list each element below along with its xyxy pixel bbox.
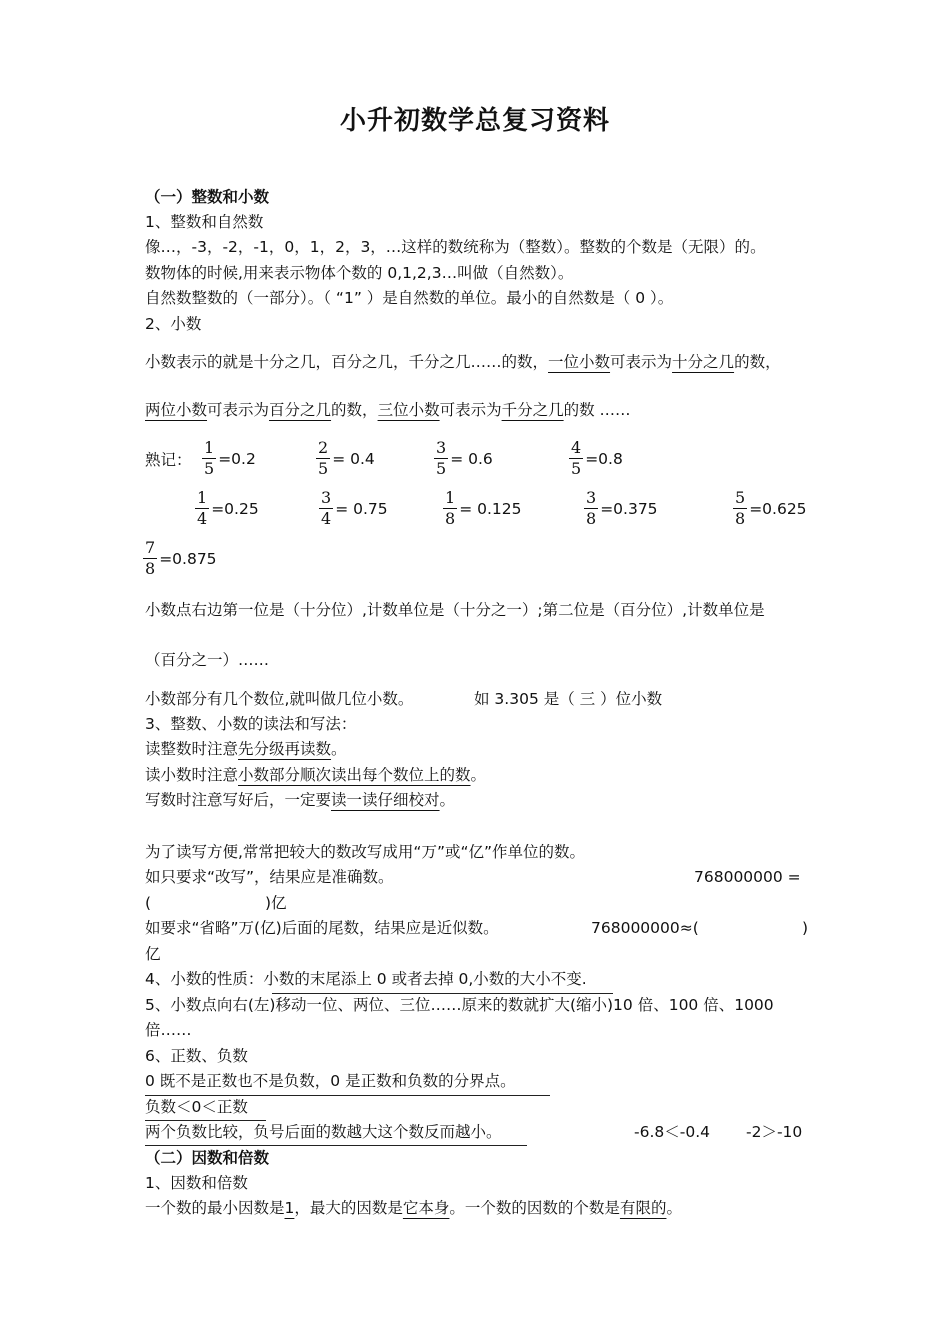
text-span: 的数， [331,401,378,419]
section-heading-1: （一）整数和小数 [145,188,270,206]
text-span: 可表示为 [439,401,502,419]
fraction-value: = 0.75 [335,499,388,518]
fraction-value: = 0.6 [450,449,493,468]
text-line: 小数部分有几个数位,就叫做几位小数。 [145,690,414,708]
underlined-term: 百分之几 [269,401,332,419]
text-span: 读小数时注意 [145,766,239,784]
fraction [733,488,747,529]
numerator: 1 [204,438,215,457]
underlined-term: 读一读仔细校对 [331,791,440,809]
denominator: 4 [321,509,332,528]
approx-example: 768000000≈( [591,919,699,937]
fraction-value: =0.25 [211,499,259,518]
zero-rule: 0 既不是正数也不是负数，0 是正数和负数的分界点。 [145,1072,516,1090]
subheading-positive-negative: 6、正数、负数 [145,1047,248,1065]
factor-line [145,1197,682,1219]
fraction-value: =0.875 [159,549,217,568]
underlined-term: 有限的 [619,1199,667,1217]
fraction-value: =0.8 [585,449,623,468]
text-line: 5、小数点向右(左)移动一位、两位、三位……原来的数就扩大(缩小)10 倍、100 倍、1000 [145,996,774,1014]
fraction-item [202,438,256,479]
fraction [443,488,457,529]
numerator: 1 [445,488,456,507]
fraction [143,538,157,579]
numerator: 2 [318,438,329,457]
unit-yi: 亿 [145,945,161,963]
fraction [434,438,448,479]
underlined-term: 先分级再读数 [238,740,332,758]
denominator: 5 [436,459,447,478]
fraction-item [569,438,623,479]
reading-rule-1 [145,738,347,760]
text-line: 自然数整数的（一部分）。（ “1” ）是自然数的单位。最小的自然数是（ 0 ）。 [145,289,674,307]
subheading-reading-writing: 3、整数、小数的读法和写法： [145,715,357,733]
fraction-item [195,488,259,529]
text-span: 。 [666,1199,682,1217]
decimal-property: 小数的末尾添上 0 或者去掉 0,小数的大小不变. [263,970,587,988]
denominator: 8 [145,559,156,578]
numerator: 7 [145,538,156,557]
sign-order: 负数＜0＜正数 [145,1098,248,1116]
numerator: 3 [321,488,332,507]
blank-close-unit: )亿 [265,894,287,912]
text-span: 的数， [734,353,781,371]
fraction [584,488,598,529]
text-line: （百分之一）…… [145,651,270,669]
fraction [202,438,216,479]
fraction-item [316,438,375,479]
denominator: 4 [197,509,208,528]
text-line: 如只要求“改写”，结果应是准确数。 [145,868,394,886]
fraction-value: =0.375 [600,499,658,518]
underline-rule [145,1145,527,1146]
fraction-value: = 0.4 [332,449,375,468]
fraction-item [443,488,521,529]
text-line: 如要求“省略”万(亿)后面的尾数，结果应是近似数。 [145,919,499,937]
fraction [195,488,209,529]
text-line: 小数点右边第一位是（十分位）,计数单位是（十分之一）;第二位是（百分位）,计数单位是 [145,601,765,619]
text-span: 小数表示的就是十分之几，百分之几，千分之几……的数， [145,353,549,371]
text-span: ，最大的因数是 [294,1199,403,1217]
denominator: 8 [586,509,597,528]
denominator: 5 [318,459,329,478]
denominator: 8 [735,509,746,528]
blank-close-paren: ) [802,919,809,937]
fraction-item [584,488,658,529]
text-span: 写数时注意写好后，一定要 [145,791,332,809]
text-span: 读整数时注意 [145,740,239,758]
fraction-value: =0.625 [749,499,807,518]
page-title: 小升初数学总复习资料 [339,106,610,136]
underlined-term: 十分之几 [672,353,735,371]
text-line: 数物体的时候,用来表示物体个数的 0,1,2,3…叫做（自然数）。 [145,264,574,282]
compare-example-2: -2＞-10 [746,1123,803,1141]
fraction-item [143,538,217,579]
denominator: 8 [445,509,456,528]
fraction [569,438,583,479]
text-span: 。 [470,766,487,784]
memorize-label: 熟记： [145,451,192,469]
text-span: 。 [439,791,456,809]
fraction-item [434,438,493,479]
numerator: 3 [436,438,447,457]
rewrite-example: 768000000 = [694,868,801,886]
writing-rule [145,789,455,811]
text-span: 。一个数的因数的个数是 [449,1199,620,1217]
subheading-factors: 1、因数和倍数 [145,1174,248,1192]
fraction-item [733,488,807,529]
denominator: 5 [204,459,215,478]
underlined-term: 一位小数 [548,353,611,371]
fraction [316,438,330,479]
numerator: 3 [586,488,597,507]
text-span: 的数 …… [563,401,631,419]
section-heading-2: （二）因数和倍数 [145,1149,270,1167]
numerator: 4 [571,438,582,457]
underlined-term: 三位小数 [377,401,440,419]
denominator: 5 [571,459,582,478]
decimal-definition-line [145,351,781,373]
text-span: 可表示为 [207,401,270,419]
fraction-value: = 0.125 [459,499,522,518]
decimal-property-line [145,968,587,990]
text-span: 一个数的最小因数是 [145,1199,285,1217]
text-line: 倍…… [145,1021,192,1039]
compare-example-1: -6.8＜-0.4 [634,1123,710,1141]
numerator: 5 [735,488,746,507]
reading-rule-2 [145,764,486,786]
text-span: 。 [331,740,347,758]
text-span: 可表示为 [610,353,673,371]
fraction-value: =0.2 [218,449,256,468]
fraction [319,488,333,529]
subheading-integers: 1、整数和自然数 [145,213,264,231]
underlined-term: 两位小数 [145,401,208,419]
text-span: 4、小数的性质： [145,970,264,988]
numerator: 1 [197,488,208,507]
text-line: 像…，-3，-2，-1，0，1，2，3，…这样的数统称为（整数）。整数的个数是（无限）的。 [145,238,766,256]
text-example: 如 3.305 是（ 三 ）位小数 [474,690,663,708]
blank-open-paren: ( [145,894,152,912]
negative-compare-rule: 两个负数比较，负号后面的数越大这个数反而越小。 [145,1123,502,1141]
text-line: 为了读写方便,常常把较大的数改写成用“万”或“亿”作单位的数。 [145,843,586,861]
subheading-decimals: 2、小数 [145,315,202,333]
underlined-term: 小数部分顺次读出每个数位上的数 [238,766,471,784]
decimal-definition-line-2 [145,399,631,421]
fraction-item [319,488,388,529]
underlined-term: 1 [284,1199,295,1217]
underlined-term: 它本身 [402,1199,450,1217]
underlined-term: 千分之几 [501,401,564,419]
